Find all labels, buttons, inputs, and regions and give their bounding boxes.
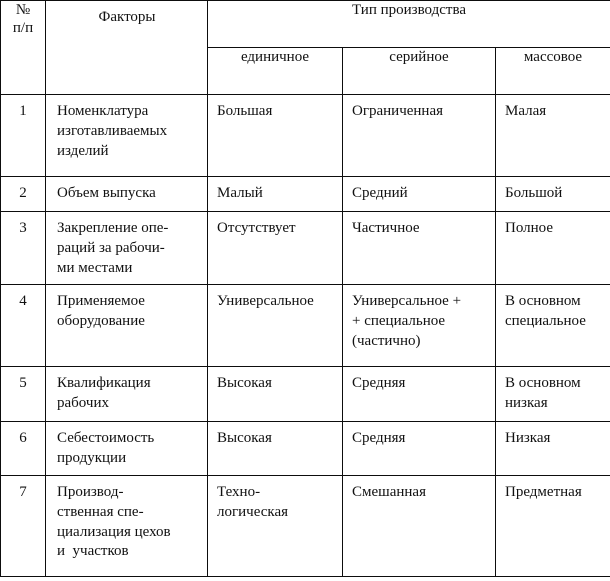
cell-line: 2 bbox=[19, 185, 27, 201]
cell-line: Смешанная bbox=[352, 483, 426, 500]
header-serial-label: серийное bbox=[389, 49, 449, 65]
cell-factor bbox=[46, 177, 208, 212]
cell-line: Универсальное bbox=[217, 293, 314, 310]
cell-line: Производ- bbox=[57, 483, 124, 500]
cell-line: Предметная bbox=[505, 483, 582, 500]
table-header bbox=[1, 1, 610, 95]
header-single-label: единичное bbox=[240, 49, 310, 65]
cell-line: В основном bbox=[505, 293, 581, 310]
cell-mass-production bbox=[496, 475, 610, 576]
cell-line: Средняя bbox=[352, 375, 406, 392]
cell-single-production bbox=[208, 285, 343, 367]
cell-line: В основном bbox=[505, 375, 581, 392]
cell-line: Применяемое bbox=[57, 293, 145, 310]
cell-line: Ограниченная bbox=[352, 103, 444, 119]
cell-line: 7 bbox=[19, 483, 27, 500]
cell-line: Малая bbox=[505, 103, 547, 119]
table-body bbox=[1, 95, 610, 577]
cell-mass-production bbox=[496, 95, 610, 177]
cell-mass-production bbox=[496, 422, 610, 476]
cell-line: Закрепление опе- bbox=[57, 220, 169, 236]
cell-line: Квалификация bbox=[57, 375, 151, 392]
cell-line: Техно- bbox=[217, 483, 261, 500]
cell-line: Средняя bbox=[352, 430, 406, 447]
cell-line: рабочих bbox=[57, 395, 109, 412]
cell-factor bbox=[46, 367, 208, 422]
cell-line: Частичное bbox=[352, 220, 420, 236]
cell-line: изготавливаемых bbox=[57, 122, 168, 139]
cell-factor bbox=[46, 475, 208, 576]
cell-line: продукции bbox=[57, 450, 127, 467]
cell-mass-production bbox=[496, 212, 610, 285]
cell-single-production bbox=[208, 177, 343, 212]
cell-serial-production bbox=[343, 212, 496, 285]
cell-row-number bbox=[1, 475, 46, 576]
cell-single-production bbox=[208, 422, 343, 476]
cell-line: Себестоимость bbox=[57, 430, 155, 447]
cell-serial-production bbox=[343, 95, 496, 177]
cell-line: и участков bbox=[57, 543, 129, 560]
table-row bbox=[1, 95, 610, 177]
cell-factor bbox=[46, 422, 208, 476]
cell-line: Большой bbox=[505, 185, 563, 201]
cell-serial-production bbox=[343, 475, 496, 576]
header-number-symbol: № bbox=[15, 2, 31, 18]
table-row bbox=[1, 422, 610, 476]
cell-line: оборудование bbox=[57, 313, 145, 330]
cell-serial-production bbox=[343, 367, 496, 422]
cell-row-number bbox=[1, 212, 46, 285]
cell-line: 1 bbox=[19, 103, 27, 119]
cell-line: Полное bbox=[505, 220, 553, 236]
header-cell-production-type bbox=[208, 1, 610, 48]
cell-line: 5 bbox=[19, 375, 27, 392]
cell-factor bbox=[46, 95, 208, 177]
cell-line: Универсальное + bbox=[352, 293, 462, 310]
cell-line: Низкая bbox=[505, 430, 551, 447]
table-row bbox=[1, 285, 610, 367]
cell-single-production bbox=[208, 367, 343, 422]
cell-line: Номенклатура bbox=[57, 103, 149, 119]
cell-factor bbox=[46, 285, 208, 367]
header-production-type-label: Тип производства bbox=[352, 2, 467, 18]
header-row-top bbox=[1, 1, 610, 48]
cell-line: Отсутствует bbox=[217, 220, 296, 236]
cell-line: циализация цехов bbox=[57, 523, 171, 540]
cell-line: 4 bbox=[19, 293, 27, 310]
header-factors-label: Факторы bbox=[98, 9, 156, 25]
header-mass-label: массовое bbox=[523, 49, 583, 65]
table-row bbox=[1, 212, 610, 285]
cell-mass-production bbox=[496, 367, 610, 422]
cell-line: изделий bbox=[57, 142, 109, 159]
cell-mass-production bbox=[496, 285, 610, 367]
cell-line: Высокая bbox=[217, 430, 272, 447]
cell-row-number bbox=[1, 285, 46, 367]
table-row bbox=[1, 475, 610, 576]
header-cell-number bbox=[1, 1, 46, 95]
header-number-abbrev: п/п bbox=[12, 20, 34, 37]
cell-line: 6 bbox=[19, 430, 27, 447]
header-cell-single bbox=[208, 48, 343, 95]
header-cell-factors bbox=[46, 1, 208, 95]
cell-row-number bbox=[1, 422, 46, 476]
cell-line: Малый bbox=[217, 185, 263, 201]
cell-line: ственная спе- bbox=[57, 503, 144, 520]
cell-factor bbox=[46, 212, 208, 285]
cell-line: 3 bbox=[19, 220, 27, 236]
cell-row-number bbox=[1, 95, 46, 177]
table-row bbox=[1, 177, 610, 212]
header-cell-serial bbox=[343, 48, 496, 95]
cell-serial-production bbox=[343, 285, 496, 367]
cell-single-production bbox=[208, 95, 343, 177]
cell-line: ми местами bbox=[57, 259, 133, 276]
cell-single-production bbox=[208, 475, 343, 576]
cell-line: логическая bbox=[217, 503, 289, 520]
cell-line: + специальное bbox=[352, 313, 446, 330]
cell-single-production bbox=[208, 212, 343, 285]
cell-row-number bbox=[1, 367, 46, 422]
cell-line: Объем выпуска bbox=[57, 185, 156, 201]
cell-line: раций за рабочи- bbox=[57, 239, 165, 256]
cell-line: (частично) bbox=[352, 332, 421, 349]
cell-line: низкая bbox=[505, 395, 548, 412]
cell-line: Средний bbox=[352, 185, 408, 201]
cell-row-number bbox=[1, 177, 46, 212]
cell-line: Большая bbox=[217, 103, 273, 119]
table-row bbox=[1, 367, 610, 422]
cell-serial-production bbox=[343, 422, 496, 476]
cell-line: Высокая bbox=[217, 375, 272, 392]
cell-mass-production bbox=[496, 177, 610, 212]
cell-line: специальное bbox=[505, 313, 586, 330]
cell-serial-production bbox=[343, 177, 496, 212]
header-cell-mass bbox=[496, 48, 610, 95]
